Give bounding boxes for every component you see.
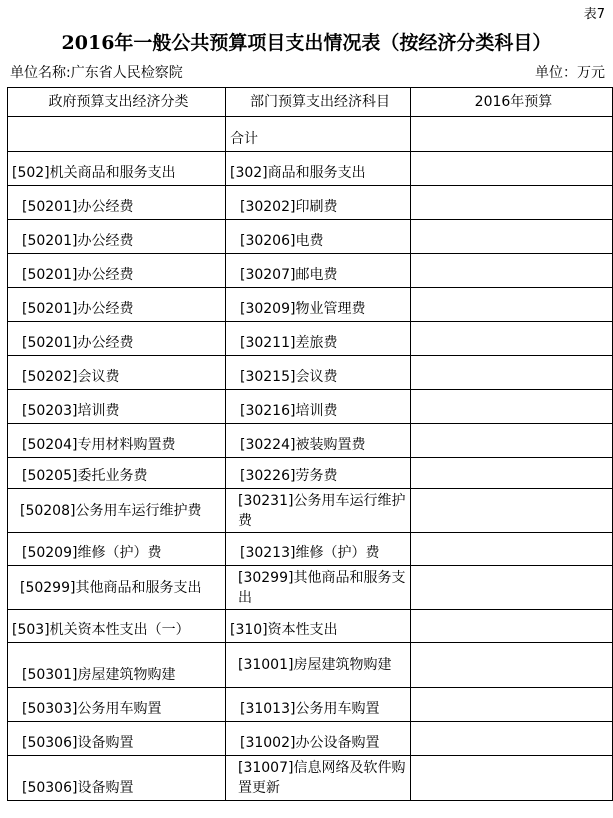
gov-category-cell: [50201]办公经费 bbox=[8, 186, 226, 220]
table-row bbox=[8, 322, 613, 356]
table-row bbox=[8, 424, 613, 458]
table-row-total bbox=[8, 117, 613, 152]
dept-category-cell: [31007]信息网络及软件购置更新 bbox=[226, 756, 411, 801]
gov-category-cell: [50306]设备购置 bbox=[8, 722, 226, 756]
budget-amount-cell bbox=[411, 390, 613, 424]
total-label: 合计 bbox=[226, 117, 411, 152]
dept-category-cell: [31001]房屋建筑物购建 bbox=[226, 643, 411, 688]
table-row bbox=[8, 458, 613, 489]
budget-table bbox=[7, 87, 613, 801]
budget-amount-cell bbox=[411, 610, 613, 643]
table-row bbox=[8, 254, 613, 288]
table-number: 表7 bbox=[583, 7, 605, 22]
table-row bbox=[8, 186, 613, 220]
table-cell bbox=[411, 117, 613, 152]
table-row bbox=[8, 756, 613, 801]
gov-category-cell: [50204]专用材料购置费 bbox=[8, 424, 226, 458]
table-row bbox=[8, 152, 613, 186]
dept-category-cell: [30231]公务用车运行维护费 bbox=[226, 489, 411, 533]
dept-category-cell: [30213]维修（护）费 bbox=[226, 533, 411, 566]
column-header-gov: 政府预算支出经济分类 bbox=[8, 88, 226, 117]
gov-category-cell: [50201]办公经费 bbox=[8, 220, 226, 254]
table-row bbox=[8, 688, 613, 722]
table-row bbox=[8, 390, 613, 424]
dept-category-cell: [30206]电费 bbox=[226, 220, 411, 254]
gov-category-cell: [50303]公务用车购置 bbox=[8, 688, 226, 722]
gov-category-cell: [503]机关资本性支出（一） bbox=[8, 610, 226, 643]
dept-category-cell: [30202]印刷费 bbox=[226, 186, 411, 220]
gov-category-cell: [50208]公务用车运行维护费 bbox=[8, 489, 226, 533]
budget-amount-cell bbox=[411, 722, 613, 756]
gov-category-cell: [50205]委托业务费 bbox=[8, 458, 226, 489]
gov-category-cell: [50301]房屋建筑物购建 bbox=[8, 643, 226, 688]
budget-amount-cell bbox=[411, 356, 613, 390]
budget-amount-cell bbox=[411, 254, 613, 288]
budget-amount-cell bbox=[411, 152, 613, 186]
budget-amount-cell bbox=[411, 643, 613, 688]
budget-amount-cell bbox=[411, 424, 613, 458]
budget-amount-cell bbox=[411, 322, 613, 356]
table-row bbox=[8, 356, 613, 390]
table-row bbox=[8, 643, 613, 688]
table-row bbox=[8, 610, 613, 643]
budget-amount-cell bbox=[411, 533, 613, 566]
currency-unit: 单位：万元 bbox=[535, 65, 605, 81]
table-row bbox=[8, 288, 613, 322]
table-row bbox=[8, 722, 613, 756]
dept-category-cell: [30215]会议费 bbox=[226, 356, 411, 390]
dept-category-cell: [30226]劳务费 bbox=[226, 458, 411, 489]
dept-category-cell: [30299]其他商品和服务支出 bbox=[226, 566, 411, 610]
dept-category-cell: [310]资本性支出 bbox=[226, 610, 411, 643]
dept-category-cell: [31013]公务用车购置 bbox=[226, 688, 411, 722]
dept-category-cell: [31002]办公设备购置 bbox=[226, 722, 411, 756]
gov-category-cell: [50201]办公经费 bbox=[8, 288, 226, 322]
budget-amount-cell bbox=[411, 220, 613, 254]
budget-amount-cell bbox=[411, 288, 613, 322]
dept-category-cell: [30211]差旅费 bbox=[226, 322, 411, 356]
table-row bbox=[8, 566, 613, 610]
budget-amount-cell bbox=[411, 458, 613, 489]
dept-category-cell: [302]商品和服务支出 bbox=[226, 152, 411, 186]
table-cell bbox=[8, 117, 226, 152]
column-header-budget: 2016年预算 bbox=[411, 88, 613, 117]
dept-category-cell: [30207]邮电费 bbox=[226, 254, 411, 288]
gov-category-cell: [50202]会议费 bbox=[8, 356, 226, 390]
budget-amount-cell bbox=[411, 566, 613, 610]
dept-category-cell: [30209]物业管理费 bbox=[226, 288, 411, 322]
table-row bbox=[8, 489, 613, 533]
page-title: 2016年一般公共预算项目支出情况表（按经济分类科目） bbox=[61, 32, 552, 54]
gov-category-cell: [50306]设备购置 bbox=[8, 756, 226, 801]
budget-amount-cell bbox=[411, 756, 613, 801]
gov-category-cell: [50201]办公经费 bbox=[8, 322, 226, 356]
gov-category-cell: [50203]培训费 bbox=[8, 390, 226, 424]
dept-category-cell: [30224]被装购置费 bbox=[226, 424, 411, 458]
table-row bbox=[8, 533, 613, 566]
unit-name: 单位名称:广东省人民检察院 bbox=[10, 65, 183, 81]
column-header-dept: 部门预算支出经济科目 bbox=[226, 88, 411, 117]
gov-category-cell: [50209]维修（护）费 bbox=[8, 533, 226, 566]
budget-amount-cell bbox=[411, 186, 613, 220]
budget-amount-cell bbox=[411, 489, 613, 533]
gov-category-cell: [502]机关商品和服务支出 bbox=[8, 152, 226, 186]
table-header-row bbox=[8, 88, 613, 117]
dept-category-cell: [30216]培训费 bbox=[226, 390, 411, 424]
budget-amount-cell bbox=[411, 688, 613, 722]
gov-category-cell: [50201]办公经费 bbox=[8, 254, 226, 288]
gov-category-cell: [50299]其他商品和服务支出 bbox=[8, 566, 226, 610]
table-row bbox=[8, 220, 613, 254]
